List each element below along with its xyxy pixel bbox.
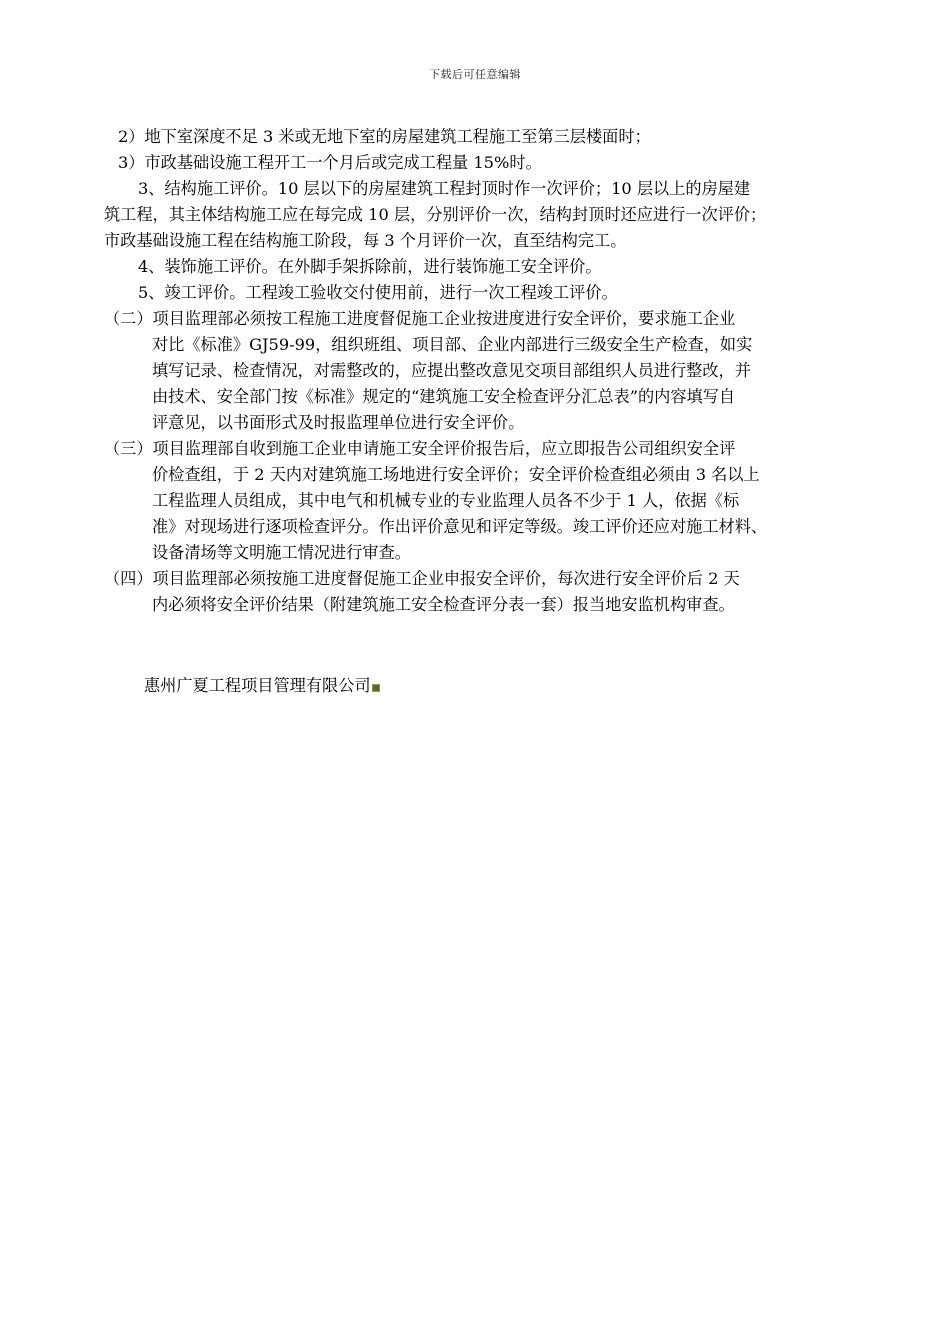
section-4-line-2: 内必须将安全评价结果（附建筑施工安全检查评分表一套）报当地安监机构审查。 bbox=[152, 595, 735, 614]
section-2-line-5: 评意见，以书面形式及时报监理单位进行安全评价。 bbox=[152, 413, 525, 432]
section-4 bbox=[104, 566, 876, 618]
completion-evaluation: 5、竣工评价。工程竣工验收交付使用前，进行一次工程竣工评价。 bbox=[138, 283, 618, 302]
section-2-line-1: （二）项目监理部必须按工程施工进度督促施工企业按进度进行安全评价，要求施工企业 bbox=[104, 309, 736, 328]
section-3-line-5: 设备清场等文明施工情况进行审查。 bbox=[152, 543, 411, 562]
section-2 bbox=[104, 306, 876, 436]
item-3-municipal: 3）市政基础设施工程开工一个月后或完成工程量 15%时。 bbox=[118, 153, 542, 172]
section-2-line-3: 填写记录、检查情况，对需整改的，应提出整改意见交项目部组织人员进行整改，并 bbox=[152, 361, 751, 380]
section-3-line-3: 工程监理人员组成，其中电气和机械专业的专业监理人员各不少于 1 人，依据《标 bbox=[152, 491, 740, 510]
document-body bbox=[104, 124, 876, 618]
structure-evaluation-line-3: 市政基础设施工程在结构施工阶段，每 3 个月评价一次，直至结构完工。 bbox=[104, 231, 627, 250]
text-cursor-icon bbox=[372, 684, 380, 692]
item-2-basement: 2）地下室深度不足 3 米或无地下室的房屋建筑工程施工至第三层楼面时； bbox=[118, 127, 651, 146]
section-2-line-4: 由技术、安全部门按《标准》规定的“建筑施工安全检查评分汇总表”的内容填写自 bbox=[152, 387, 736, 406]
section-3-line-2: 价检查组，于 2 天内对建筑施工场地进行安全评价；安全评价检查组必须由 3 名以上 bbox=[152, 465, 760, 484]
structure-evaluation-line-2: 筑工程，其主体结构施工应在每完成 10 层，分别评价一次，结构封顶时还应进行一次评价； bbox=[104, 205, 767, 224]
company-signature bbox=[144, 673, 380, 699]
section-3 bbox=[104, 436, 876, 566]
section-4-line-1: （四）项目监理部必须按施工进度督促施工企业申报安全评价，每次进行安全评价后 2 天 bbox=[104, 569, 740, 588]
structure-evaluation-line-1: 3、结构施工评价。10 层以下的房屋建筑工程封顶时作一次评价；10 层以上的房屋建 bbox=[138, 179, 751, 198]
page-header: 下载后可任意编辑 bbox=[429, 68, 521, 81]
decoration-evaluation: 4、装饰施工评价。在外脚手架拆除前，进行装饰施工安全评价。 bbox=[138, 257, 602, 276]
section-2-line-2: 对比《标准》GJ59-99，组织班组、项目部、企业内部进行三级安全生产检查，如实 bbox=[152, 335, 753, 354]
section-3-line-1: （三）项目监理部自收到施工企业申请施工安全评价报告后，应立即报告公司组织安全评 bbox=[104, 439, 736, 458]
company-name: 惠州广夏工程项目管理有限公司 bbox=[144, 676, 371, 695]
section-3-line-4: 准》对现场进行逐项检查评分。作出评价意见和评定等级。竣工评价还应对施工材料、 bbox=[152, 517, 768, 536]
